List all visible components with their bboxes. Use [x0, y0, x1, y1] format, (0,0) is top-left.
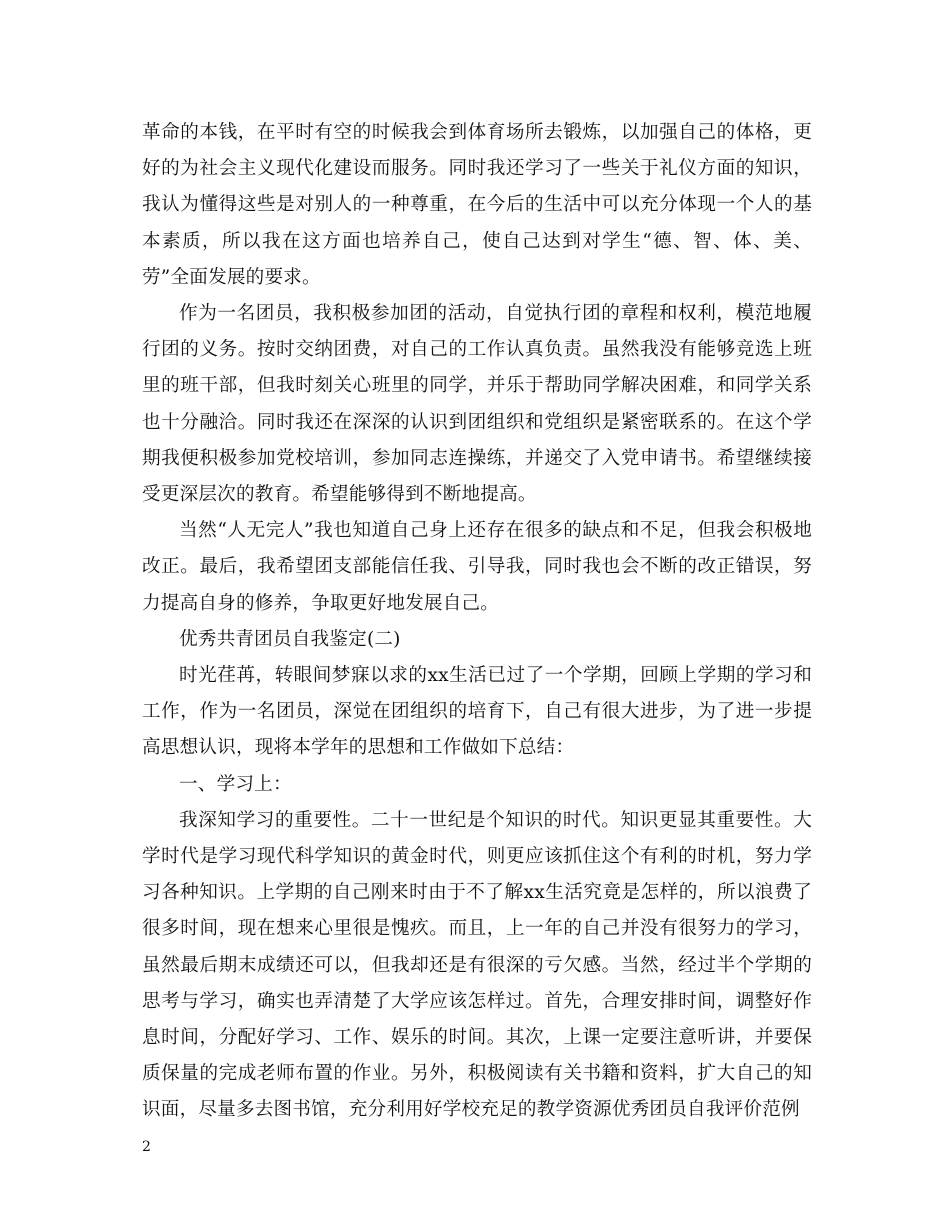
paragraph-continued: 革命的本钱，在平时有空的时候我会到体育场所去锻炼，以加强自己的体格，更好的为社会主义现代化建设而服务。同时我还学习了一些关于礼仪方面的知识，我认为懂得这些是对别人的一种尊重，在今后的生活中可以充分体现一个人的基本素质，所以我在这方面也培养自己，使自己达到对学生“德、智、体、美、劳”全面发展的要求。 — [142, 122, 812, 288]
document-body — [142, 115, 812, 1129]
subsection-heading-study: 一、学习上： — [179, 773, 292, 795]
paragraph-introduction: 时光荏苒，转眼间梦寐以求的xx生活已过了一个学期，回顾上学期的学习和工作，作为一名团员，深觉在团组织的培育下，自己有很大进步，为了进一步提高思想认识，现将本学年的思想和工作做如下总结： — [142, 665, 812, 759]
paragraph-self-improvement: 当然“人无完人”我也知道自己身上还存在很多的缺点和不足，但我会积极地改正。最后，我希望团支部能信任我、引导我，同时我也会不断的改正错误，努力提高自身的修养，争取更好地发展自己。 — [142, 520, 812, 614]
page-number: 2 — [142, 1139, 151, 1155]
paragraph-league-member-duties: 作为一名团员，我积极参加团的活动，自觉执行团的章程和权利，模范地履行团的义务。按时交纳团费，对自己的工作认真负责。虽然我没有能够竞选上班里的班干部，但我时刻关心班里的同学，并乐于帮助同学解决困难，和同学关系也十分融洽。同时我还在深深的认识到团组织和党组织是紧密联系的。在这个学期我便积极参加党校培训，参加同志连操练，并递交了入党申请书。希望继续接受更深层次的教育。希望能够得到不断地提高。 — [142, 303, 812, 506]
paragraph-study: 我深知学习的重要性。二十一世纪是个知识的时代。知识更显其重要性。大学时代是学习现代科学知识的黄金时代，则更应该抓住这个有利的时机，努力学习各种知识。上学期的自己刚来时由于不了解xx生活究竟是怎样的，所以浪费了很多时间，现在想来心里很是愧疚。而且，上一年的自己并没有很努力的学习，虽然最后期末成绩还可以，但我却还是有很深的亏欠感。当然，经过半个学期的思考与学习，确实也弄清楚了大学应该怎样过。首先，合理安排时间，调整好作息时间，分配好学习、工作、娱乐的时间。其次，上课一定要注意听讲，并要保质保量的完成老师布置的作业。另外，积极阅读有关书籍和资料，扩大自己的知识面，尽量多去图书馆，充分利用好学校充足的教学资源优秀团员自我评价范例 — [142, 809, 812, 1121]
section-heading: 优秀共青团员自我鉴定(二) — [179, 628, 401, 650]
